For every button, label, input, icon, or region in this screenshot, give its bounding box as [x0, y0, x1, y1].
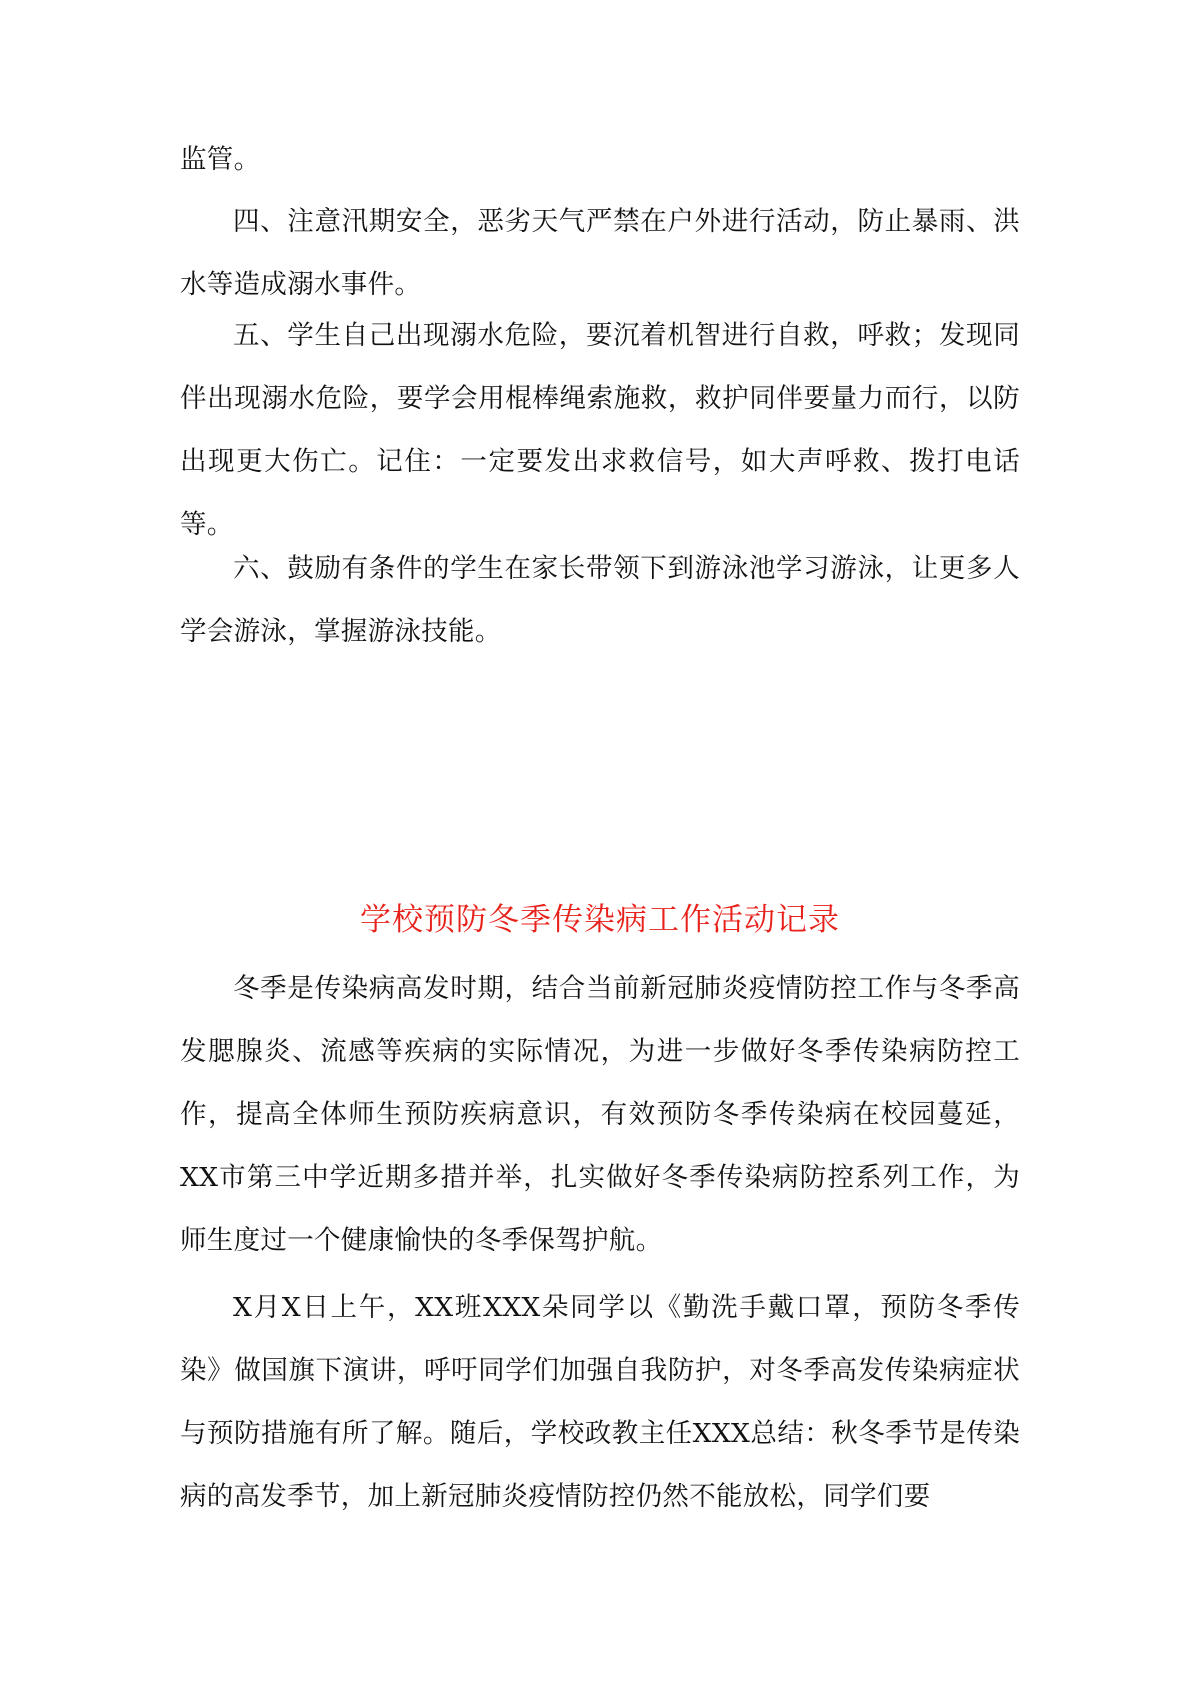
- paragraph-intro: 冬季是传染病高发时期，结合当前新冠肺炎疫情防控工作与冬季高发腮腺炎、流感等疾病的实际情况，为进一步做好冬季传染病防控工作，提高全体师生预防疾病意识，有效预防冬季传染病在校园蔓延，XX市第三中学近期多措并举，扎实做好冬季传染病防控系列工作，为师生度过一个健康愉快的冬季保驾护航。: [180, 973, 1020, 1256]
- paragraph-speech: X月X日上午，XX班XXX朵同学以《勤洗手戴口罩，预防冬季传染》做国旗下演讲，呼吁同学们加强自我防护，对冬季高发传染病症状与预防措施有所了解。随后，学校政教主任XXX总结：秋冬季节是传染病的高发季节，加上新冠肺炎疫情防控仍然不能放松，同学们要: [180, 1292, 1020, 1512]
- section-title: 学校预防冬季传染病工作活动记录: [360, 902, 840, 938]
- paragraph-continuation: 监管。: [180, 144, 261, 175]
- paragraph-item-four: 四、注意汛期安全，恶劣天气严禁在户外进行活动，防止暴雨、洪水等造成溺水事件。: [180, 206, 1020, 300]
- paragraph-item-six: 六、鼓励有条件的学生在家长带领下到游泳池学习游泳，让更多人学会游泳，掌握游泳技能。: [180, 553, 1020, 647]
- paragraph-item-five: 五、学生自己出现溺水危险，要沉着机智进行自救，呼救；发现同伴出现溺水危险，要学会用棍棒绳索施救，救护同伴要量力而行，以防出现更大伤亡。记住：一定要发出求救信号，如大声呼救、拨打电话等。: [180, 320, 1020, 540]
